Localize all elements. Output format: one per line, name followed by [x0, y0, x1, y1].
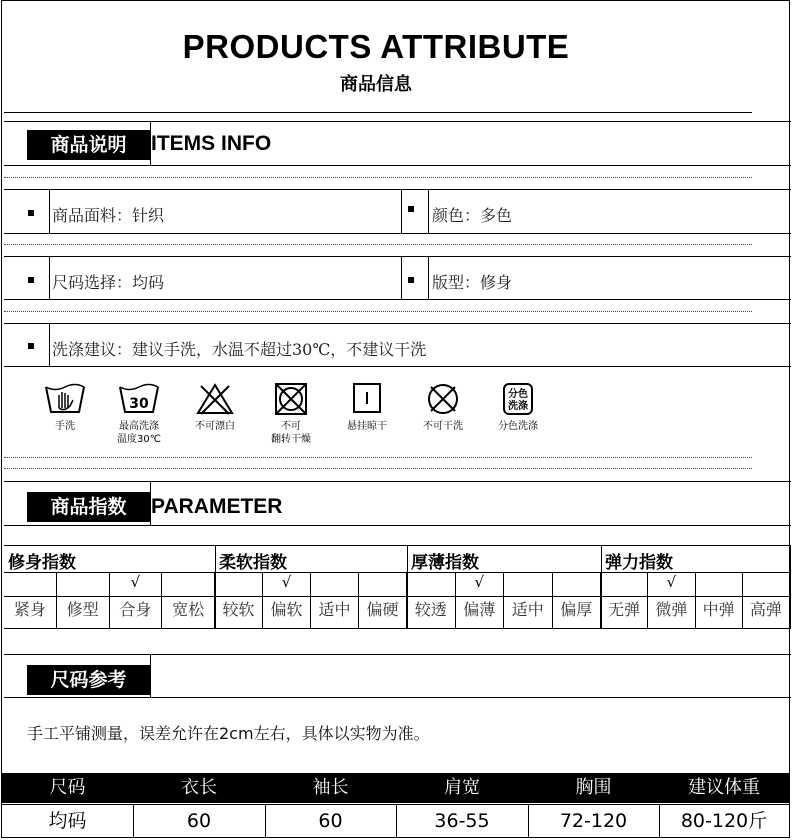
parameter-option: 适中	[311, 596, 359, 628]
parameter-check-cell: √	[263, 572, 311, 596]
size-table-cell: 36-55	[434, 810, 490, 832]
bullet	[28, 210, 34, 216]
size-table-header-cell: 肩宽	[444, 777, 480, 798]
parameter-group-title: 修身指数	[8, 553, 76, 573]
parameter-label-en: PARAMETER	[151, 495, 283, 518]
parameter-check-cell	[57, 572, 110, 596]
parameter-check-cell	[162, 572, 215, 596]
no-tumble-dry-icon	[256, 382, 326, 446]
parameter-check-cell: √	[648, 572, 695, 596]
bullet	[28, 343, 34, 349]
parameter-option: 紧身	[4, 596, 57, 628]
parameter-option: 修型	[57, 596, 110, 628]
size-table-cell: 72-120	[559, 810, 628, 832]
hand-wash-icon	[30, 382, 100, 433]
hang-dry-icon	[332, 382, 402, 433]
care-label: 分色洗涤	[498, 421, 538, 432]
fabric-info: 商品面料：针织	[52, 206, 165, 225]
svg-text:洗涤: 洗涤	[508, 401, 528, 412]
parameter-group-title: 厚薄指数	[411, 553, 479, 573]
parameter-check-cell	[553, 572, 602, 596]
items-info-label-en: ITEMS INFO	[151, 132, 272, 155]
parameter-group-title: 弹力指数	[605, 553, 673, 573]
parameter-check-cell	[601, 572, 648, 596]
parameter-option: 偏厚	[553, 596, 602, 628]
care-label: 不可 翻转干燥	[271, 421, 311, 445]
measurement-note: 手工平铺测量，误差允许在2cm左右，具体以实物为准。	[27, 724, 430, 743]
parameter-check-cell	[359, 572, 407, 596]
parameter-option: 合身	[110, 596, 163, 628]
size-table-header-cell: 袖长	[312, 777, 349, 798]
care-label: 不可干洗	[423, 421, 463, 432]
page-subtitle: 商品信息	[340, 74, 412, 95]
care-label: 最高洗涤 温度30℃	[117, 421, 161, 445]
care-label: 不可漂白	[195, 421, 235, 432]
care-label: 手洗	[55, 421, 75, 432]
separate-wash-icon	[483, 382, 553, 433]
page-title: PRODUCTS ATTRIBUTE	[182, 28, 570, 65]
parameter-check-cell: √	[110, 572, 163, 596]
parameter-check-cell	[311, 572, 359, 596]
bullet	[408, 206, 414, 212]
max-wash-30-icon	[104, 382, 174, 446]
size-table-cell: 60	[186, 810, 212, 832]
parameter-option: 宽松	[162, 596, 215, 628]
parameter-check-cell	[696, 572, 743, 596]
size-info: 尺码选择：均码	[52, 273, 165, 292]
size-table-cell: 均码	[48, 810, 87, 832]
no-bleach-icon	[180, 382, 250, 433]
fit-info: 版型：修身	[432, 273, 513, 292]
parameter-option: 高弹	[743, 596, 790, 628]
wash-info: 洗涤建议：建议手洗，水温不超过30℃，不建议干洗	[52, 340, 427, 359]
no-dry-clean-icon	[408, 382, 478, 433]
svg-text:30: 30	[129, 396, 149, 412]
parameter-option: 无弹	[601, 596, 648, 628]
color-info: 颜色：多色	[432, 206, 513, 225]
size-table-cell: 60	[318, 810, 343, 832]
parameter-check-cell	[504, 572, 553, 596]
size-ref-label-cn: 尺码参考	[27, 665, 150, 695]
parameter-label-cn: 商品指数	[27, 492, 150, 522]
parameter-option: 中弹	[696, 596, 743, 628]
parameter-option: 适中	[504, 596, 553, 628]
parameter-check-cell	[4, 572, 57, 596]
size-table-header-cell: 建议体重	[688, 777, 760, 798]
size-table-cell: 80-120斤	[680, 810, 768, 832]
parameter-option: 较软	[215, 596, 263, 628]
parameter-group-title: 柔软指数	[219, 553, 287, 573]
parameter-option: 偏薄	[456, 596, 505, 628]
care-label: 悬挂晾干	[347, 421, 387, 432]
parameter-check-cell	[407, 572, 456, 596]
bullet	[28, 277, 34, 283]
parameter-option: 较透	[407, 596, 456, 628]
svg-text:分色: 分色	[508, 389, 528, 400]
parameter-check-cell: √	[456, 572, 505, 596]
parameter-check-cell	[743, 572, 790, 596]
parameter-check-cell	[215, 572, 263, 596]
size-table-header-cell: 尺码	[49, 777, 86, 798]
parameter-option: 偏软	[263, 596, 311, 628]
items-info-label-cn: 商品说明	[27, 130, 150, 160]
bullet	[408, 277, 414, 283]
size-table-header-cell: 胸围	[575, 777, 612, 798]
size-table-header-cell: 衣长	[181, 777, 217, 798]
parameter-option: 微弹	[648, 596, 695, 628]
parameter-option: 偏硬	[359, 596, 407, 628]
